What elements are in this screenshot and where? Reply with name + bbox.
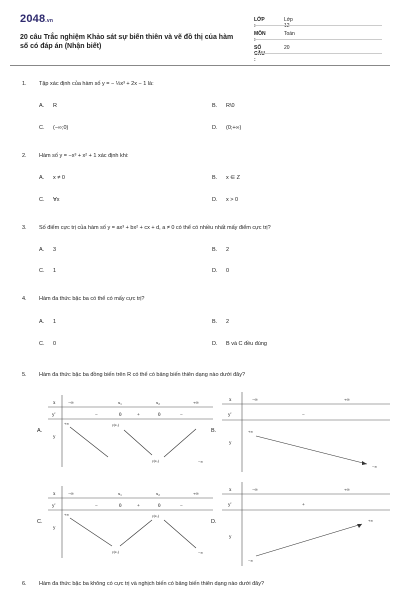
sign-zero: 0 (119, 413, 122, 418)
option-value: x ∈ Z (226, 175, 240, 181)
option-a[interactable] (39, 103, 57, 109)
value-pos-inf: +∞ (368, 518, 374, 523)
value-pos-inf: +∞ (64, 512, 70, 517)
tick-neg-inf: −∞ (68, 400, 74, 405)
value-pos-inf: +∞ (64, 421, 70, 426)
tick-neg-inf: −∞ (252, 397, 258, 402)
option-value: 2 (226, 247, 230, 253)
arrow-down (256, 436, 367, 464)
arrow-head (362, 461, 367, 465)
option-key: B. (212, 175, 218, 181)
tick-neg-inf: −∞ (68, 491, 74, 496)
option-value: (−∞;0) (53, 125, 69, 131)
sign-plus: + (302, 503, 305, 508)
option-a[interactable] (39, 247, 56, 253)
arrow-down (70, 518, 112, 546)
tick-pos-inf: +∞ (193, 400, 199, 405)
question-text: Hàm đa thức bậc ba không có cực trị và nghịch biến có bảng biến thiên dạng nào dưới đây? (39, 581, 265, 587)
tick-neg-inf: −∞ (252, 487, 258, 492)
tick-x2: x₂ (156, 400, 160, 405)
sign-minus: − (302, 413, 305, 418)
option-d[interactable] (212, 125, 241, 131)
option-a[interactable] (39, 319, 56, 325)
option-value: B và C đều đúng (226, 341, 267, 347)
option-value: ∀x (53, 197, 60, 203)
option-c[interactable] (39, 341, 56, 347)
arrow-down (70, 427, 108, 457)
row-label-x: x (229, 398, 232, 403)
row-label-x: x (53, 401, 56, 406)
option-key: C. (39, 197, 45, 203)
value-y-x1: y(x₁) (112, 550, 120, 554)
tick-x1: x₁ (118, 491, 122, 496)
value-y-x2: y(x₂) (152, 514, 160, 518)
question-text: Hàm đa thức bậc ba có thể có mấy cực trị? (39, 296, 145, 302)
row-label-yprime: y' (52, 413, 56, 418)
sign-minus: − (95, 504, 98, 509)
tick-x2: x₂ (156, 491, 160, 496)
option-value: 0 (226, 268, 230, 274)
value-neg-inf: −∞ (248, 558, 254, 563)
question-number: 4. (22, 296, 27, 302)
arrow-up (120, 520, 152, 546)
option-value: (0;+∞) (226, 125, 242, 131)
sign-zero: 0 (158, 413, 161, 418)
option-key: D. (212, 125, 218, 131)
value-neg-inf: −∞ (198, 459, 204, 464)
question-number: 2. (22, 153, 27, 159)
divider (254, 39, 382, 40)
option-key: A. (39, 103, 45, 109)
sign-zero: 0 (119, 504, 122, 509)
divider (254, 25, 382, 26)
meta-key: MÔN : (254, 31, 266, 43)
site-logo[interactable] (20, 13, 53, 25)
option-c[interactable] (39, 268, 56, 274)
arrow-down (164, 520, 196, 548)
value-y-x2: y(x₂) (152, 459, 160, 463)
value-neg-inf: −∞ (372, 464, 378, 469)
option-c[interactable] (39, 125, 68, 131)
variation-table-b (222, 392, 390, 472)
option-value: 3 (53, 247, 57, 253)
option-key: C. (37, 519, 43, 525)
row-label-yprime: y' (52, 504, 56, 509)
option-key: B. (212, 103, 218, 109)
row-label-y: y (53, 435, 56, 440)
row-label-yprime: y' (228, 503, 232, 508)
option-value: 1 (53, 319, 57, 325)
option-key: B. (212, 319, 218, 325)
option-d[interactable] (212, 268, 229, 274)
option-a[interactable] (39, 175, 65, 181)
arrow-up (256, 524, 362, 556)
sign-minus: − (180, 504, 183, 509)
tick-pos-inf: +∞ (193, 491, 199, 496)
option-value: R\0 (226, 103, 235, 109)
variation-table-c (48, 486, 213, 558)
option-value: 2 (226, 319, 230, 325)
option-key: C. (39, 125, 45, 131)
question-number: 5. (22, 372, 27, 378)
option-key: D. (212, 197, 218, 203)
option-key: D. (211, 519, 217, 525)
option-c[interactable] (37, 519, 43, 525)
option-b[interactable] (212, 247, 229, 253)
sign-plus: + (137, 504, 140, 509)
row-label-y: y (53, 526, 56, 531)
meta-value: 20 (284, 45, 290, 51)
sign-minus: − (95, 413, 98, 418)
meta-key: LỚP : (254, 17, 265, 29)
option-value: R (53, 103, 57, 109)
option-value: 1 (53, 268, 57, 274)
sign-plus: + (137, 413, 140, 418)
value-neg-inf: −∞ (198, 550, 204, 555)
row-label-x: x (229, 488, 232, 493)
tick-pos-inf: +∞ (344, 487, 350, 492)
option-c[interactable] (39, 197, 60, 203)
option-key: C. (39, 341, 45, 347)
meta-key: SỐ CÂU : (254, 45, 265, 63)
sign-zero: 0 (158, 504, 161, 509)
question-number: 6. (22, 581, 27, 587)
arrow-down (124, 430, 152, 455)
option-b[interactable] (212, 175, 240, 181)
value-y-x1: y(x₁) (112, 423, 120, 427)
question-text: Hàm đa thức bậc ba đồng biến trên R có thể có bảng biến thiên dạng nào dưới đây? (39, 372, 246, 378)
option-b[interactable] (212, 319, 229, 325)
row-label-yprime: y' (228, 413, 232, 418)
variation-table-d (222, 482, 390, 566)
option-b[interactable] (212, 103, 235, 109)
question-number: 1. (22, 81, 27, 87)
option-value: x ≠ 0 (53, 175, 65, 181)
row-label-x: x (53, 492, 56, 497)
divider (254, 53, 382, 54)
option-key: D. (212, 268, 218, 274)
option-value: 0 (53, 341, 57, 347)
logo-text: 2048 (20, 13, 46, 25)
meta-value: Toán (284, 31, 295, 37)
variation-table-a (48, 395, 213, 467)
question-text: Tập xác định của hàm số y = − ⅓x³ + 2x − 1 là: (39, 81, 154, 87)
tick-x1: x₁ (118, 400, 122, 405)
option-key: A. (39, 247, 45, 253)
value-pos-inf: +∞ (248, 429, 254, 434)
arrow-head (357, 524, 362, 528)
option-d[interactable] (212, 197, 238, 203)
meta-value: Lớp 12 (284, 17, 293, 29)
question-text: Hàm số y = −x³ + x² + 1 xác định khi: (39, 153, 129, 159)
option-key: B. (211, 428, 217, 434)
option-key: A. (39, 319, 45, 325)
row-label-y: y (229, 535, 232, 540)
sign-minus: − (180, 413, 183, 418)
question-text: Số điểm cực trị của hàm số y = ax³ + bx² + cx + d, a ≠ 0 có thể có nhiều nhất mấy điểm cực trị? (39, 225, 271, 231)
document-title: 20 câu Trắc nghiệm Khảo sát sự biến thiên và vẽ đồ thị của hàm số có đáp án (Nhận biết) (20, 34, 234, 50)
option-a[interactable] (37, 428, 42, 434)
option-key: A. (39, 175, 45, 181)
arrow-up (164, 429, 196, 457)
logo-suffix: .vn (45, 18, 54, 24)
option-key: B. (212, 247, 218, 253)
tick-pos-inf: +∞ (344, 397, 350, 402)
option-d[interactable] (212, 341, 267, 347)
question-number: 3. (22, 225, 27, 231)
option-key: D. (212, 341, 218, 347)
option-key: C. (39, 268, 45, 274)
option-key: A. (37, 428, 43, 434)
row-label-y: y (229, 441, 232, 446)
header-divider (10, 65, 390, 66)
option-value: x > 0 (226, 197, 239, 203)
